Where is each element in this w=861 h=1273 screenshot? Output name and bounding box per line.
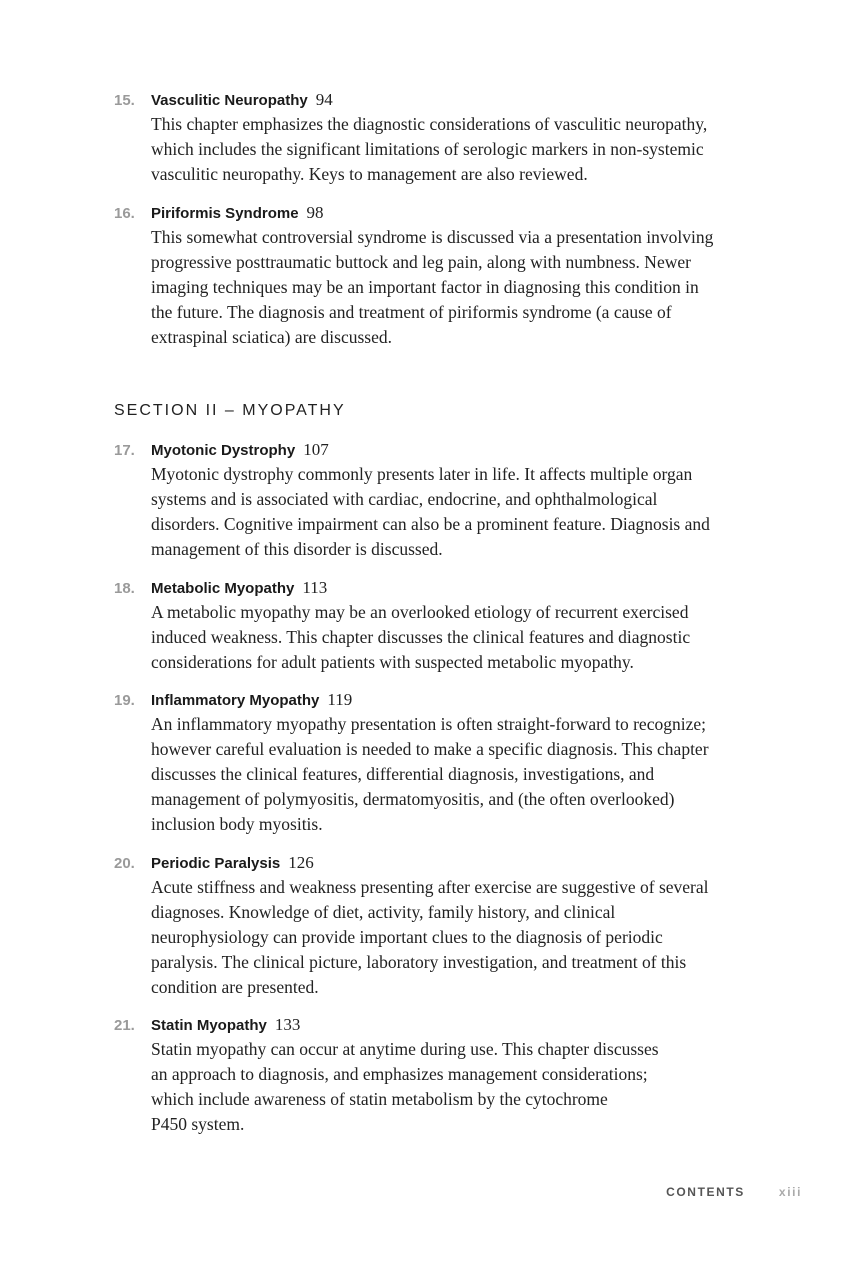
description-line: diagnoses. Knowledge of diet, activity, family history, and clinical bbox=[151, 902, 616, 922]
entry-page-number: 133 bbox=[274, 1015, 301, 1034]
description-line: Statin myopathy can occur at anytime during use. This chapter discusses bbox=[151, 1039, 659, 1059]
description-line: discusses the clinical features, differential diagnosis, investigations, and bbox=[151, 764, 655, 784]
entry-page-number: 113 bbox=[302, 578, 328, 597]
description-line: induced weakness. This chapter discusses the clinical features and diagnostic bbox=[151, 627, 691, 647]
description-line: This somewhat controversial syndrome is discussed via a presentation involving bbox=[151, 227, 714, 247]
entry-number: 16. bbox=[114, 205, 135, 222]
entry-page-number: 98 bbox=[306, 203, 324, 222]
description-line: A metabolic myopathy may be an overlooked etiology of recurrent exercised bbox=[151, 602, 689, 622]
entry-title[interactable]: Statin Myopathy bbox=[151, 1017, 267, 1034]
description-line: Myotonic dystrophy commonly presents later in life. It affects multiple organ bbox=[151, 464, 693, 484]
entry-heading bbox=[114, 853, 754, 875]
entry-page-number: 119 bbox=[327, 690, 353, 709]
entry-heading bbox=[114, 690, 754, 712]
entry-description bbox=[114, 225, 754, 350]
description-line: management of this disorder is discussed. bbox=[151, 539, 443, 559]
entry-title[interactable]: Myotonic Dystrophy bbox=[151, 442, 296, 459]
description-line: considerations for adult patients with suspected metabolic myopathy. bbox=[151, 652, 634, 672]
entry-title[interactable]: Metabolic Myopathy bbox=[151, 580, 295, 597]
description-line: the future. The diagnosis and treatment of piriformis syndrome (a cause of bbox=[151, 302, 672, 322]
entry-title[interactable]: Periodic Paralysis bbox=[151, 855, 281, 872]
description-line: an approach to diagnosis, and emphasizes management considerations; bbox=[151, 1064, 648, 1084]
description-line: inclusion body myositis. bbox=[151, 814, 323, 834]
entry-description bbox=[114, 875, 754, 1000]
toc-entry-21 bbox=[114, 1015, 754, 1137]
entry-description bbox=[114, 1037, 754, 1137]
entry-number: 15. bbox=[114, 92, 135, 109]
description-line: paralysis. The clinical picture, laboratory investigation, and treatment of this bbox=[151, 952, 687, 972]
entry-page-number: 94 bbox=[315, 90, 333, 109]
toc-entry-20 bbox=[114, 853, 754, 1000]
entry-number: 17. bbox=[114, 442, 135, 459]
description-line: condition are presented. bbox=[151, 977, 319, 997]
description-line: P450 system. bbox=[151, 1114, 245, 1134]
entry-page-number: 126 bbox=[288, 853, 314, 872]
description-line: systems and is associated with cardiac, endocrine, and ophthalmological bbox=[151, 489, 658, 509]
entry-heading bbox=[114, 1015, 754, 1037]
description-line: however careful evaluation is needed to make a specific diagnosis. This chapter bbox=[151, 739, 709, 759]
entry-description bbox=[114, 462, 754, 562]
entry-number: 19. bbox=[114, 692, 135, 709]
entry-heading bbox=[114, 440, 754, 462]
description-line: This chapter emphasizes the diagnostic considerations of vasculitic neuropathy, bbox=[151, 114, 708, 134]
entry-title[interactable]: Piriformis Syndrome bbox=[151, 205, 299, 222]
description-line: An inflammatory myopathy presentation is often straight-forward to recognize; bbox=[151, 714, 706, 734]
entry-page-number: 107 bbox=[303, 440, 329, 459]
toc-entry-16 bbox=[114, 203, 754, 350]
description-line: management of polymyositis, dermatomyositis, and (the often overlooked) bbox=[151, 789, 675, 809]
toc-entry-19 bbox=[114, 690, 754, 837]
entry-title[interactable]: Vasculitic Neuropathy bbox=[151, 92, 308, 109]
description-line: neurophysiology can provide important clues to the diagnosis of periodic bbox=[151, 927, 663, 947]
description-line: disorders. Cognitive impairment can also be a prominent feature. Diagnosis and bbox=[151, 514, 710, 534]
entry-description bbox=[114, 712, 754, 837]
toc-entry-18 bbox=[114, 578, 754, 675]
entry-number: 20. bbox=[114, 855, 135, 872]
entry-heading bbox=[114, 203, 754, 225]
description-line: progressive posttraumatic buttock and leg pain, along with numbness. Newer bbox=[151, 252, 691, 272]
toc-entry-15 bbox=[114, 90, 754, 187]
footer-page-number: xiii bbox=[778, 1185, 802, 1199]
entry-heading bbox=[114, 90, 754, 112]
entry-description bbox=[114, 600, 754, 675]
entry-description bbox=[114, 112, 754, 187]
section-heading: SECTION II – MYOPATHY bbox=[114, 402, 346, 419]
entry-number: 21. bbox=[114, 1017, 135, 1034]
description-line: which include awareness of statin metabolism by the cytochrome bbox=[151, 1089, 608, 1109]
entry-number: 18. bbox=[114, 580, 135, 597]
toc-entry-17 bbox=[114, 440, 754, 562]
description-line: Acute stiffness and weakness presenting after exercise are suggestive of several bbox=[151, 877, 709, 897]
description-line: extraspinal sciatica) are discussed. bbox=[151, 327, 393, 347]
entry-title[interactable]: Inflammatory Myopathy bbox=[151, 692, 320, 709]
description-line: which includes the significant limitations of serologic markers in non-systemic bbox=[151, 139, 704, 159]
description-line: imaging techniques may be an important factor in diagnosing this condition in bbox=[151, 277, 699, 297]
entry-heading bbox=[114, 578, 754, 600]
description-line: vasculitic neuropathy. Keys to management are also reviewed. bbox=[151, 164, 588, 184]
footer-label: CONTENTS bbox=[666, 1185, 745, 1199]
page-footer bbox=[666, 1185, 802, 1199]
